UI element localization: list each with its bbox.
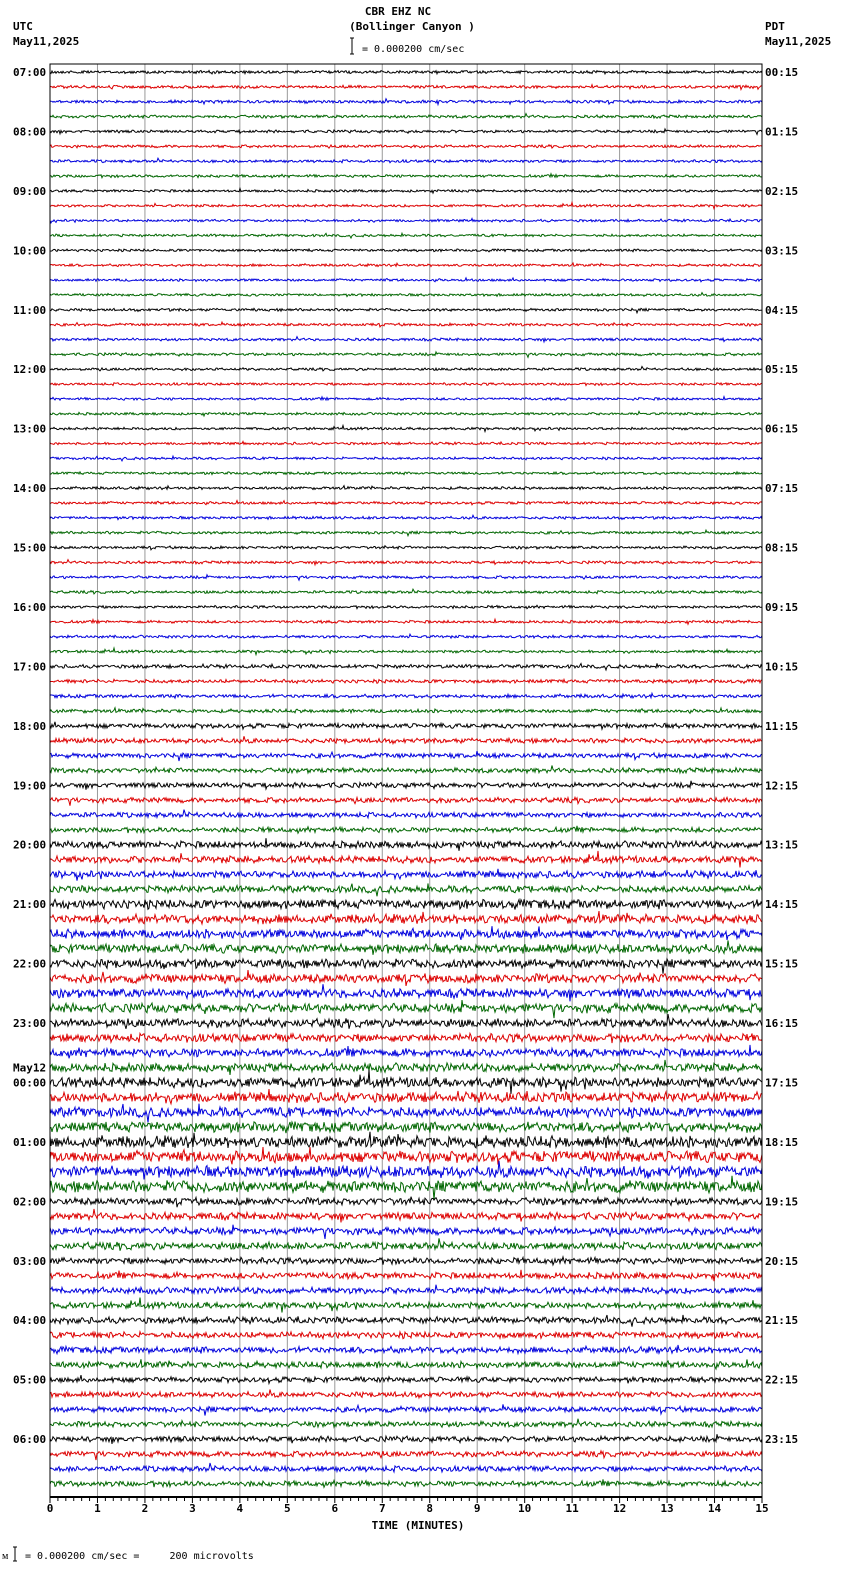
trace-line <box>50 322 762 327</box>
trace-line <box>50 959 762 974</box>
trace-line <box>50 619 762 624</box>
trace-line <box>50 1176 762 1200</box>
pdt-hour-label: 04:15 <box>765 303 799 317</box>
utc-hour-label: 00:00 <box>13 1076 47 1090</box>
scale-label: = 0.000200 cm/sec <box>362 44 465 55</box>
trace-line <box>50 486 762 490</box>
trace-line <box>50 397 762 401</box>
trace-line <box>50 1270 762 1281</box>
trace-line <box>50 1359 762 1369</box>
trace-line <box>50 1161 762 1180</box>
trace-line <box>50 233 762 238</box>
trace-line <box>50 293 762 297</box>
pdt-hour-label: 16:15 <box>765 1017 799 1031</box>
pdt-hour-label: 17:15 <box>765 1076 799 1090</box>
trace-line <box>50 1298 762 1313</box>
pdt-hour-label: 07:15 <box>765 482 799 496</box>
left-date: May11,2025 <box>13 35 80 48</box>
utc-hour-label: 23:00 <box>13 1017 47 1031</box>
x-tick-label: 10 <box>518 1502 532 1515</box>
trace-line <box>50 1285 762 1294</box>
utc-hour-label: 19:00 <box>13 779 47 793</box>
trace-line <box>50 249 762 252</box>
trace-line <box>50 472 762 475</box>
utc-hour-label: 09:00 <box>13 184 47 198</box>
trace-line <box>50 530 762 536</box>
utc-hour-label: 01:00 <box>13 1135 47 1149</box>
trace-line <box>50 560 762 565</box>
trace-line <box>50 1070 762 1094</box>
x-tick-label: 0 <box>46 1502 54 1515</box>
trace-line <box>50 263 762 267</box>
footer-marker: ᴍ <box>2 1551 9 1562</box>
trace-line <box>50 926 762 940</box>
x-tick-label: 3 <box>189 1502 196 1515</box>
trace-line <box>50 1434 762 1444</box>
pdt-hour-label: 01:15 <box>765 125 799 139</box>
pdt-hour-label: 15:15 <box>765 957 799 971</box>
pdt-hour-label: 20:15 <box>765 1254 799 1268</box>
utc-hour-label: 02:00 <box>13 1195 47 1209</box>
pdt-hour-label: 03:15 <box>765 244 799 258</box>
pdt-hour-label: 22:15 <box>765 1373 799 1387</box>
pdt-hour-label: 09:15 <box>765 600 799 614</box>
trace-line <box>50 219 762 223</box>
trace-line <box>50 411 762 416</box>
seismic-traces <box>50 70 762 1487</box>
station-location: (Bollinger Canyon ) <box>349 20 475 33</box>
trace-line <box>50 1000 762 1018</box>
trace-line <box>50 1045 762 1058</box>
trace-line <box>50 722 762 729</box>
trace-line <box>50 1104 762 1123</box>
date-change-label: May12 <box>13 1061 47 1075</box>
trace-line <box>50 1089 762 1104</box>
x-tick-label: 5 <box>284 1502 291 1515</box>
utc-hour-label: 12:00 <box>13 363 47 377</box>
x-tick-label: 12 <box>612 1502 627 1515</box>
pdt-hour-label: 21:15 <box>765 1314 799 1328</box>
trace-line <box>50 1014 762 1029</box>
x-axis <box>47 1497 769 1515</box>
pdt-hour-label: 11:15 <box>765 719 799 733</box>
pdt-hour-label: 14:15 <box>765 898 799 912</box>
x-axis-label: TIME (MINUTES) <box>371 1519 465 1532</box>
utc-hour-label: 10:00 <box>13 244 47 258</box>
x-tick-label: 6 <box>331 1502 339 1515</box>
utc-hour-label: 14:00 <box>13 482 47 496</box>
footer-scale-note: = 0.000200 cm/sec = 200 microvolts <box>25 1551 254 1562</box>
trace-line <box>50 367 762 371</box>
utc-hour-label: 16:00 <box>13 600 47 614</box>
pdt-hour-label: 13:15 <box>765 838 799 852</box>
utc-hour-label: 15:00 <box>13 541 47 555</box>
utc-hour-label: 05:00 <box>13 1373 47 1387</box>
trace-line <box>50 940 762 954</box>
pdt-hour-label: 06:15 <box>765 422 799 436</box>
utc-hour-label: 03:00 <box>13 1254 47 1268</box>
trace-line <box>50 114 762 119</box>
utc-hour-label: 06:00 <box>13 1433 47 1447</box>
trace-line <box>50 99 762 105</box>
trace-line <box>50 708 762 714</box>
trace-line <box>50 648 762 655</box>
trace-line <box>50 174 762 178</box>
trace-line <box>50 838 762 851</box>
utc-hour-label: 17:00 <box>13 660 47 674</box>
trace-line <box>50 1197 762 1208</box>
pdt-hour-label: 02:15 <box>765 184 799 198</box>
trace-line <box>50 1122 762 1134</box>
trace-line <box>50 129 762 134</box>
right-timezone: PDT <box>765 20 785 33</box>
trace-line <box>50 85 762 90</box>
x-tick-label: 15 <box>755 1502 769 1515</box>
trace-line <box>50 441 762 445</box>
trace-line <box>50 70 762 74</box>
trace-line <box>50 911 762 924</box>
utc-hour-label: 20:00 <box>13 838 47 852</box>
utc-hour-label: 18:00 <box>13 719 47 733</box>
station-title: CBR EHZ NC <box>364 5 432 18</box>
trace-line <box>50 984 762 1001</box>
trace-line <box>50 515 762 519</box>
trace-line <box>50 1225 762 1239</box>
trace-line <box>50 766 762 774</box>
pdt-hour-label: 19:15 <box>765 1195 799 1209</box>
utc-hour-label: 13:00 <box>13 422 47 436</box>
right-date: May11,2025 <box>765 35 832 48</box>
trace-line <box>50 797 762 805</box>
utc-hour-label: 22:00 <box>13 957 47 971</box>
trace-line <box>50 634 762 638</box>
trace-line <box>50 693 762 698</box>
trace-line <box>50 1332 762 1339</box>
x-tick-label: 2 <box>141 1502 149 1515</box>
trace-line <box>50 1419 762 1428</box>
trace-line <box>50 189 762 194</box>
pdt-hour-label: 23:15 <box>765 1433 799 1447</box>
x-tick-label: 4 <box>236 1502 244 1515</box>
trace-line <box>50 1479 762 1487</box>
pdt-hour-label: 18:15 <box>765 1135 799 1149</box>
trace-line <box>50 1390 762 1398</box>
pdt-hour-label: 05:15 <box>765 363 799 377</box>
trace-line <box>50 426 762 432</box>
trace-line <box>50 1060 762 1075</box>
trace-line <box>50 826 762 833</box>
trace-line <box>50 1463 762 1472</box>
trace-line <box>50 1209 762 1223</box>
trace-line <box>50 546 762 550</box>
x-tick-label: 8 <box>426 1502 434 1515</box>
footer-scale-bar-icon <box>13 1547 17 1561</box>
trace-line <box>50 851 762 868</box>
pdt-hour-label: 08:15 <box>765 541 799 555</box>
trace-line <box>50 383 762 386</box>
trace-line <box>50 1375 762 1383</box>
utc-hour-label: 07:00 <box>13 66 47 79</box>
utc-hour-label: 11:00 <box>13 303 47 317</box>
x-tick-label: 14 <box>707 1502 722 1515</box>
x-tick-label: 9 <box>473 1502 481 1515</box>
trace-line <box>50 736 762 743</box>
trace-line <box>50 1315 762 1327</box>
pdt-hour-label: 10:15 <box>765 660 799 674</box>
x-tick-label: 13 <box>660 1502 674 1515</box>
trace-line <box>50 352 762 357</box>
trace-line <box>50 158 762 163</box>
trace-line <box>50 1033 762 1043</box>
trace-line <box>50 589 762 594</box>
trace-line <box>50 605 762 608</box>
trace-line <box>50 1345 762 1354</box>
trace-line <box>50 575 762 580</box>
utc-hour-label: 04:00 <box>13 1314 47 1328</box>
trace-line <box>50 751 762 761</box>
trace-line <box>50 1451 762 1460</box>
trace-line <box>50 679 762 683</box>
x-tick-label: 11 <box>565 1502 579 1515</box>
utc-hour-label: 21:00 <box>13 898 47 912</box>
trace-line <box>50 899 762 909</box>
trace-line <box>50 869 762 881</box>
pdt-hour-label: 12:15 <box>765 779 799 793</box>
trace-line <box>50 278 762 282</box>
trace-line <box>50 883 762 896</box>
x-tick-label: 1 <box>94 1502 101 1515</box>
trace-line <box>50 456 762 461</box>
trace-line <box>50 308 762 313</box>
trace-line <box>50 810 762 818</box>
trace-line <box>50 970 762 986</box>
scale-bar-icon <box>350 38 354 54</box>
utc-hour-label: 08:00 <box>13 125 47 139</box>
trace-line <box>50 337 762 342</box>
trace-line <box>50 203 762 209</box>
x-tick-label: 7 <box>378 1502 386 1515</box>
trace-line <box>50 1238 762 1250</box>
trace-line <box>50 1132 762 1148</box>
trace-line <box>50 1404 762 1415</box>
trace-line <box>50 501 762 505</box>
pdt-hour-label: 00:15 <box>765 66 799 79</box>
trace-line <box>50 145 762 148</box>
trace-line <box>50 1147 762 1165</box>
trace-line <box>50 781 762 790</box>
trace-line <box>50 1257 762 1265</box>
trace-line <box>50 663 762 670</box>
left-timezone: UTC <box>13 20 33 33</box>
